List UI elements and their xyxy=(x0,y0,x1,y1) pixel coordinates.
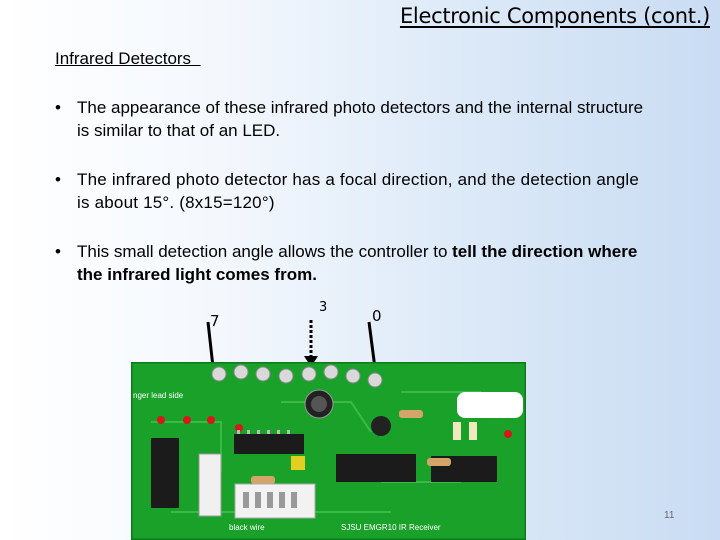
bullet-3 xyxy=(55,240,655,286)
slide-number: 11 xyxy=(664,510,675,521)
bullet-3-text-plain: This small detection angle allows the controller to xyxy=(77,242,453,261)
silk-bottom-text: SJSU EMGR10 IR Receiver xyxy=(341,523,441,532)
bullet-dot: • xyxy=(55,98,61,117)
silk-wire-text: black wire xyxy=(229,523,265,532)
bullet-1-text: The appearance of these infrared photo detectors and the internal structure is similar to that of an LED. xyxy=(77,98,644,140)
silk-top-text: nger lead side xyxy=(133,391,184,400)
bullet-dot: • xyxy=(55,170,61,189)
bullet-2-text: The infrared photo detector has a focal direction, and the detection angle is about 15°. (8x15=120°) xyxy=(77,170,639,212)
detector-label-7: 7 xyxy=(210,312,220,330)
bullet-dot: • xyxy=(55,242,61,261)
detector-label-3: 3 xyxy=(319,300,328,315)
bullet-3-text xyxy=(55,240,655,286)
bullet-1 xyxy=(55,96,655,142)
slide-subtitle: Infrared Detectors xyxy=(55,49,201,68)
bullet-2 xyxy=(55,168,655,214)
ir-receiver-board-photo xyxy=(131,362,526,540)
pcb-background xyxy=(131,362,526,540)
bullet-3-text-bold: tell the direction where the infrared light comes from. xyxy=(77,242,638,284)
arrow-down-icon xyxy=(300,318,322,368)
slide-title: Electronic Components (cont.) xyxy=(399,4,710,28)
detector-label-0: 0 xyxy=(372,307,382,325)
